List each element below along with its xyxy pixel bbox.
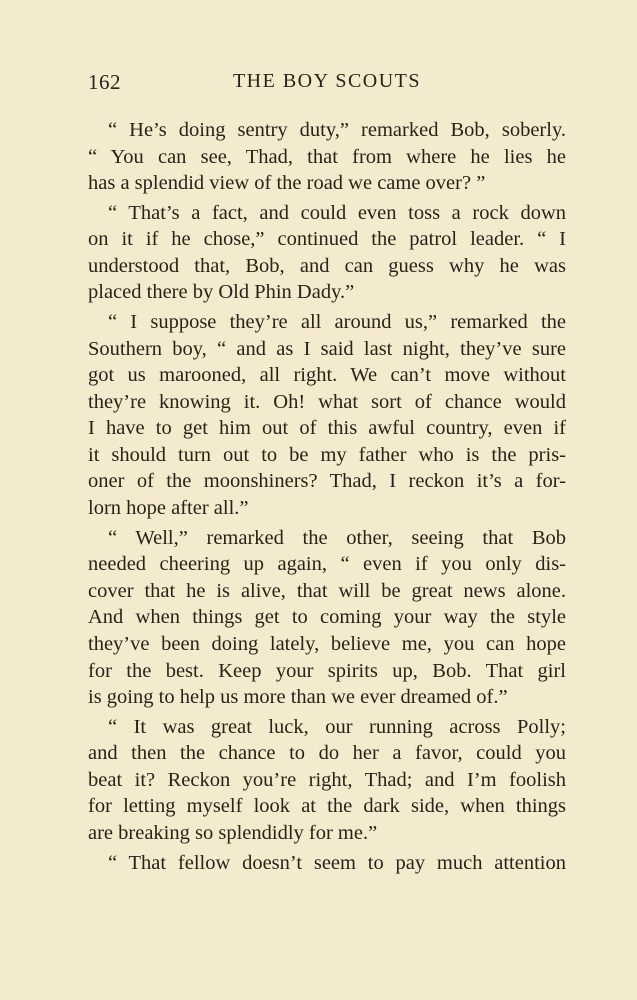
body-text bbox=[88, 117, 566, 876]
text-line: cover that he is alive, that will be great news alone. bbox=[88, 579, 566, 602]
text-line: And when things get to coming your way the style bbox=[88, 606, 566, 629]
text-line: is going to help us more than we ever dreamed of.” bbox=[88, 686, 508, 709]
text-line: on it if he chose,” continued the patrol leader. “ I bbox=[88, 228, 566, 251]
text-line: placed there by Old Phin Dady.” bbox=[88, 281, 355, 304]
text-line: “ It was great luck, our running across Polly; bbox=[108, 715, 566, 738]
text-line: “ I suppose they’re all around us,” remarked the bbox=[108, 311, 566, 334]
paragraph bbox=[88, 714, 566, 847]
text-line: for the best. Keep your spirits up, Bob. That girl bbox=[88, 659, 566, 682]
paragraph bbox=[88, 850, 566, 877]
text-line: it should turn out to be my father who is the pris- bbox=[88, 443, 566, 466]
text-line: “ That fellow doesn’t seem to pay much attention bbox=[108, 851, 566, 874]
text-line: “ You can see, Thad, that from where he lies he bbox=[88, 145, 566, 168]
text-line: needed cheering up again, “ even if you only dis- bbox=[88, 553, 566, 576]
text-line: and then the chance to do her a favor, could you bbox=[88, 742, 566, 765]
text-line: understood that, Bob, and can guess why he was bbox=[88, 254, 566, 277]
text-line: for letting myself look at the dark side, when things bbox=[88, 795, 566, 818]
paragraph bbox=[88, 200, 566, 306]
text-line: are breaking so splendidly for me.” bbox=[88, 821, 378, 844]
paragraph bbox=[88, 117, 566, 197]
text-line: they’ve been doing lately, believe me, you can hope bbox=[88, 632, 566, 655]
text-line: “ He’s doing sentry duty,” remarked Bob, soberly. bbox=[108, 119, 566, 141]
text-line: “ Well,” remarked the other, seeing that Bob bbox=[108, 526, 566, 549]
text-line: beat it? Reckon you’re right, Thad; and I’m foolish bbox=[88, 768, 566, 791]
text-line: lorn hope after all.” bbox=[88, 497, 249, 520]
page-header bbox=[88, 70, 566, 100]
text-line: they’re knowing it. Oh! what sort of chance would bbox=[88, 390, 566, 413]
paragraph bbox=[88, 309, 566, 521]
text-line: has a splendid view of the road we came over? ” bbox=[88, 172, 486, 195]
text-line: got us marooned, all right. We can’t move without bbox=[88, 364, 566, 387]
text-line: Southern boy, “ and as I said last night, they’ve sure bbox=[88, 337, 566, 360]
paragraph bbox=[88, 525, 566, 711]
page-number: 162 bbox=[88, 70, 121, 94]
text-line: I have to get him out of this awful country, even if bbox=[88, 417, 566, 440]
text-line: “ That’s a fact, and could even toss a rock down bbox=[108, 201, 566, 224]
running-title: THE BOY SCOUTS bbox=[232, 70, 422, 92]
text-line: oner of the moonshiners? Thad, I reckon it’s a for- bbox=[88, 470, 566, 493]
